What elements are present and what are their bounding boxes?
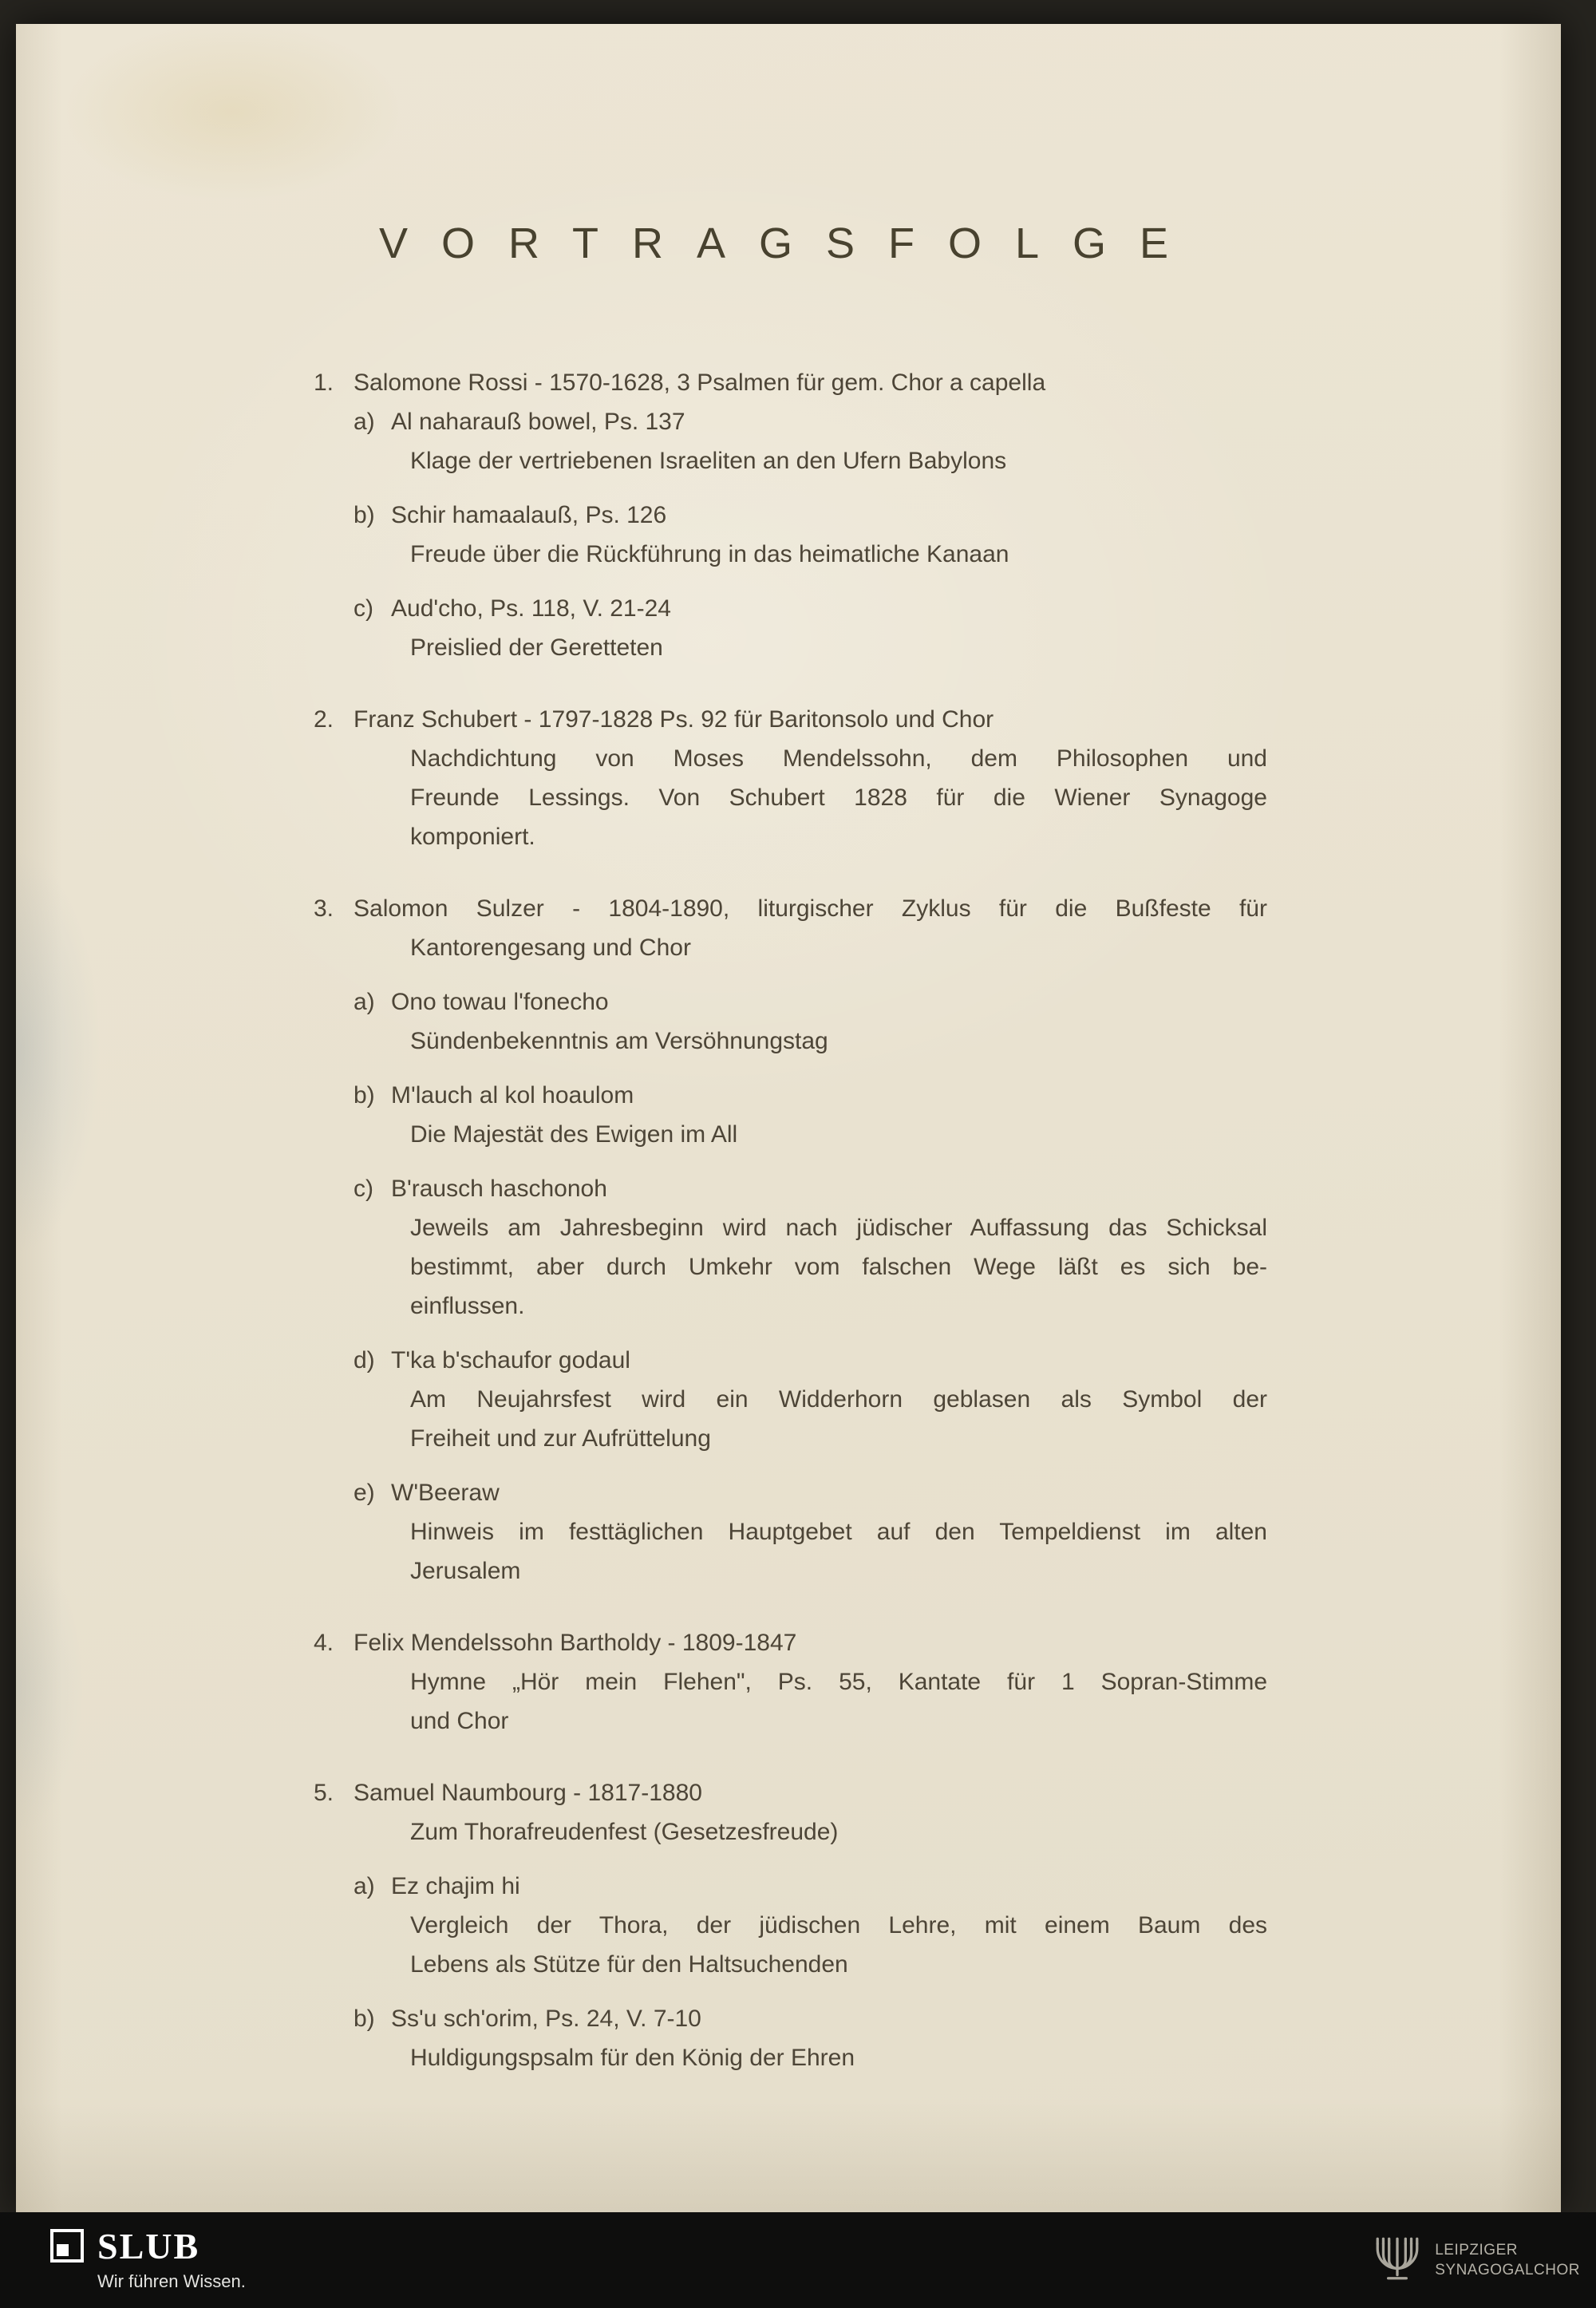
subitem-letter: a) xyxy=(354,989,375,1015)
subitem-heading-row xyxy=(354,402,1267,441)
item-number: 3. xyxy=(314,895,334,922)
subitem xyxy=(354,402,1267,480)
subitem xyxy=(354,496,1267,574)
subitem-description-line: Lebens als Stütze für den Haltsuchenden xyxy=(410,1951,848,1978)
subitem xyxy=(354,1473,1267,1591)
item-description-line: und Chor xyxy=(410,1708,509,1734)
subitem-heading-row xyxy=(354,1999,1267,2038)
slub-logo-icon[interactable] xyxy=(49,2228,85,2267)
item-heading: Salomone Rossi - 1570-1628, 3 Psalmen für gem. Chor a capella xyxy=(354,370,1046,396)
item-heading: Franz Schubert - 1797-1828 Ps. 92 für Baritonsolo und Chor xyxy=(354,706,994,733)
subitem-title: T'ka b'schaufor godaul xyxy=(391,1347,630,1373)
menorah-icon xyxy=(1371,2231,1424,2290)
subitem-title: Aud'cho, Ps. 118, V. 21-24 xyxy=(391,595,671,622)
item-number: 5. xyxy=(314,1780,334,1806)
slub-tagline: Wir führen Wissen. xyxy=(97,2271,246,2291)
subitem-heading-row xyxy=(354,1473,1267,1512)
subitem-description-line: Preislied der Geretteten xyxy=(410,634,663,661)
subitem-title: W'Beeraw xyxy=(391,1480,500,1506)
program-item xyxy=(314,363,1267,667)
item-heading-row xyxy=(314,1773,1267,1812)
subitem-title: Ez chajim hi xyxy=(391,1873,520,1899)
subitem-description-line: Huldigungspsalm für den König der Ehren xyxy=(410,2045,855,2071)
subitem-description-line: Hinweis im festtäglichen Hauptgebet auf den Tempeldienst im alten xyxy=(410,1519,1267,1545)
program-item xyxy=(314,1623,1267,1741)
subitem-letter: e) xyxy=(354,1480,375,1506)
subitem-letter: c) xyxy=(354,595,373,622)
slub-wordmark[interactable]: SLUB xyxy=(97,2226,200,2267)
subitem-description-line: Klage der vertriebenen Israeliten an den Ufern Babylons xyxy=(410,448,1007,474)
subitem-title: Ono towau l'fonecho xyxy=(391,989,609,1015)
subitem-description-line: einflussen. xyxy=(410,1293,525,1319)
subitem-description-line: Freiheit und zur Aufrüttelung xyxy=(410,1425,711,1452)
choir-name-line2: SYNAGOGALCHOR xyxy=(1435,2262,1580,2278)
item-description-line: Kantorengesang und Chor xyxy=(410,935,691,961)
item-description-line: Hymne „Hör mein Flehen", Ps. 55, Kantate für 1 Sopran-Stimme xyxy=(410,1669,1267,1695)
subitem-description-line: Jerusalem xyxy=(410,1558,521,1584)
subitem-letter: b) xyxy=(354,502,375,528)
viewer-footer xyxy=(0,2212,1596,2308)
subitem-description-line: Die Majestät des Ewigen im All xyxy=(410,1121,738,1148)
choir-branding[interactable] xyxy=(1371,2231,1580,2290)
subitem-description-line: Am Neujahrsfest wird ein Widderhorn geblasen als Symbol der xyxy=(410,1386,1267,1413)
subitem xyxy=(354,1076,1267,1154)
subitem-heading-row xyxy=(354,1076,1267,1115)
subitem-description-line: Sündenbekenntnis am Versöhnungstag xyxy=(410,1028,828,1054)
subitem-heading-row xyxy=(354,1169,1267,1208)
subitem-letter: c) xyxy=(354,1176,373,1202)
item-heading-row xyxy=(314,1623,1267,1662)
subitem-heading-row xyxy=(354,1341,1267,1380)
program-item xyxy=(314,1773,1267,2077)
item-heading: Salomon Sulzer - 1804-1890, liturgischer Zyklus für die Bußfeste für xyxy=(354,895,1267,922)
subitem-letter: d) xyxy=(354,1347,375,1373)
subitem-title: Al naharauß bowel, Ps. 137 xyxy=(391,409,685,435)
subitem-heading-row xyxy=(354,982,1267,1022)
subitem-heading-row xyxy=(354,589,1267,628)
subitem xyxy=(354,1867,1267,1984)
subitem-title: M'lauch al kol hoaulom xyxy=(391,1082,634,1109)
item-description-line: Freunde Lessings. Von Schubert 1828 für die Wiener Synagoge xyxy=(410,784,1267,811)
item-number: 2. xyxy=(314,706,334,733)
subitem-letter: b) xyxy=(354,2006,375,2032)
program-title: VORTRAGSFOLGE xyxy=(378,219,1203,267)
subitem-letter: a) xyxy=(354,409,375,435)
item-description-line: Zum Thorafreudenfest (Gesetzesfreude) xyxy=(410,1819,839,1845)
item-heading-row xyxy=(314,889,1267,928)
subitem-description-line: Vergleich der Thora, der jüdischen Lehre, mit einem Baum des xyxy=(410,1912,1267,1938)
item-heading-row xyxy=(314,363,1267,402)
subitem xyxy=(354,1341,1267,1458)
subitem-heading-row xyxy=(354,1867,1267,1906)
item-number: 4. xyxy=(314,1630,334,1656)
subitem-description-line: Jeweils am Jahresbeginn wird nach jüdischer Auffassung das Schicksal xyxy=(410,1215,1267,1241)
scanned-page xyxy=(16,24,1561,2212)
subitem-description-line: Freude über die Rückführung in das heimatliche Kanaan xyxy=(410,541,1009,567)
subitem-heading-row xyxy=(354,496,1267,535)
subitem-letter: b) xyxy=(354,1082,375,1109)
item-heading-row xyxy=(314,700,1267,739)
subitem xyxy=(354,1169,1267,1326)
subitem xyxy=(354,982,1267,1061)
subitem-letter: a) xyxy=(354,1873,375,1899)
page-content xyxy=(314,219,1267,2077)
choir-name-line1: LEIPZIGER xyxy=(1435,2242,1518,2259)
subitem-title: B'rausch haschonoh xyxy=(391,1176,607,1202)
item-description-line: Nachdichtung von Moses Mendelssohn, dem Philosophen und xyxy=(410,745,1267,772)
item-heading: Felix Mendelssohn Bartholdy - 1809-1847 xyxy=(354,1630,797,1656)
program-item xyxy=(314,700,1267,856)
program-list xyxy=(314,363,1267,2077)
item-heading: Samuel Naumbourg - 1817-1880 xyxy=(354,1780,702,1806)
item-number: 1. xyxy=(314,370,334,396)
subitem-title: Schir hamaalauß, Ps. 126 xyxy=(391,502,667,528)
subitem-description-line: bestimmt, aber durch Umkehr vom falschen Wege läßt es sich be- xyxy=(410,1254,1267,1280)
item-description-line: komponiert. xyxy=(410,824,535,850)
subitem-title: Ss'u sch'orim, Ps. 24, V. 7-10 xyxy=(391,2006,701,2032)
subitem xyxy=(354,1999,1267,2077)
program-item xyxy=(314,889,1267,1591)
slub-branding[interactable] xyxy=(49,2228,246,2292)
subitem xyxy=(354,589,1267,667)
